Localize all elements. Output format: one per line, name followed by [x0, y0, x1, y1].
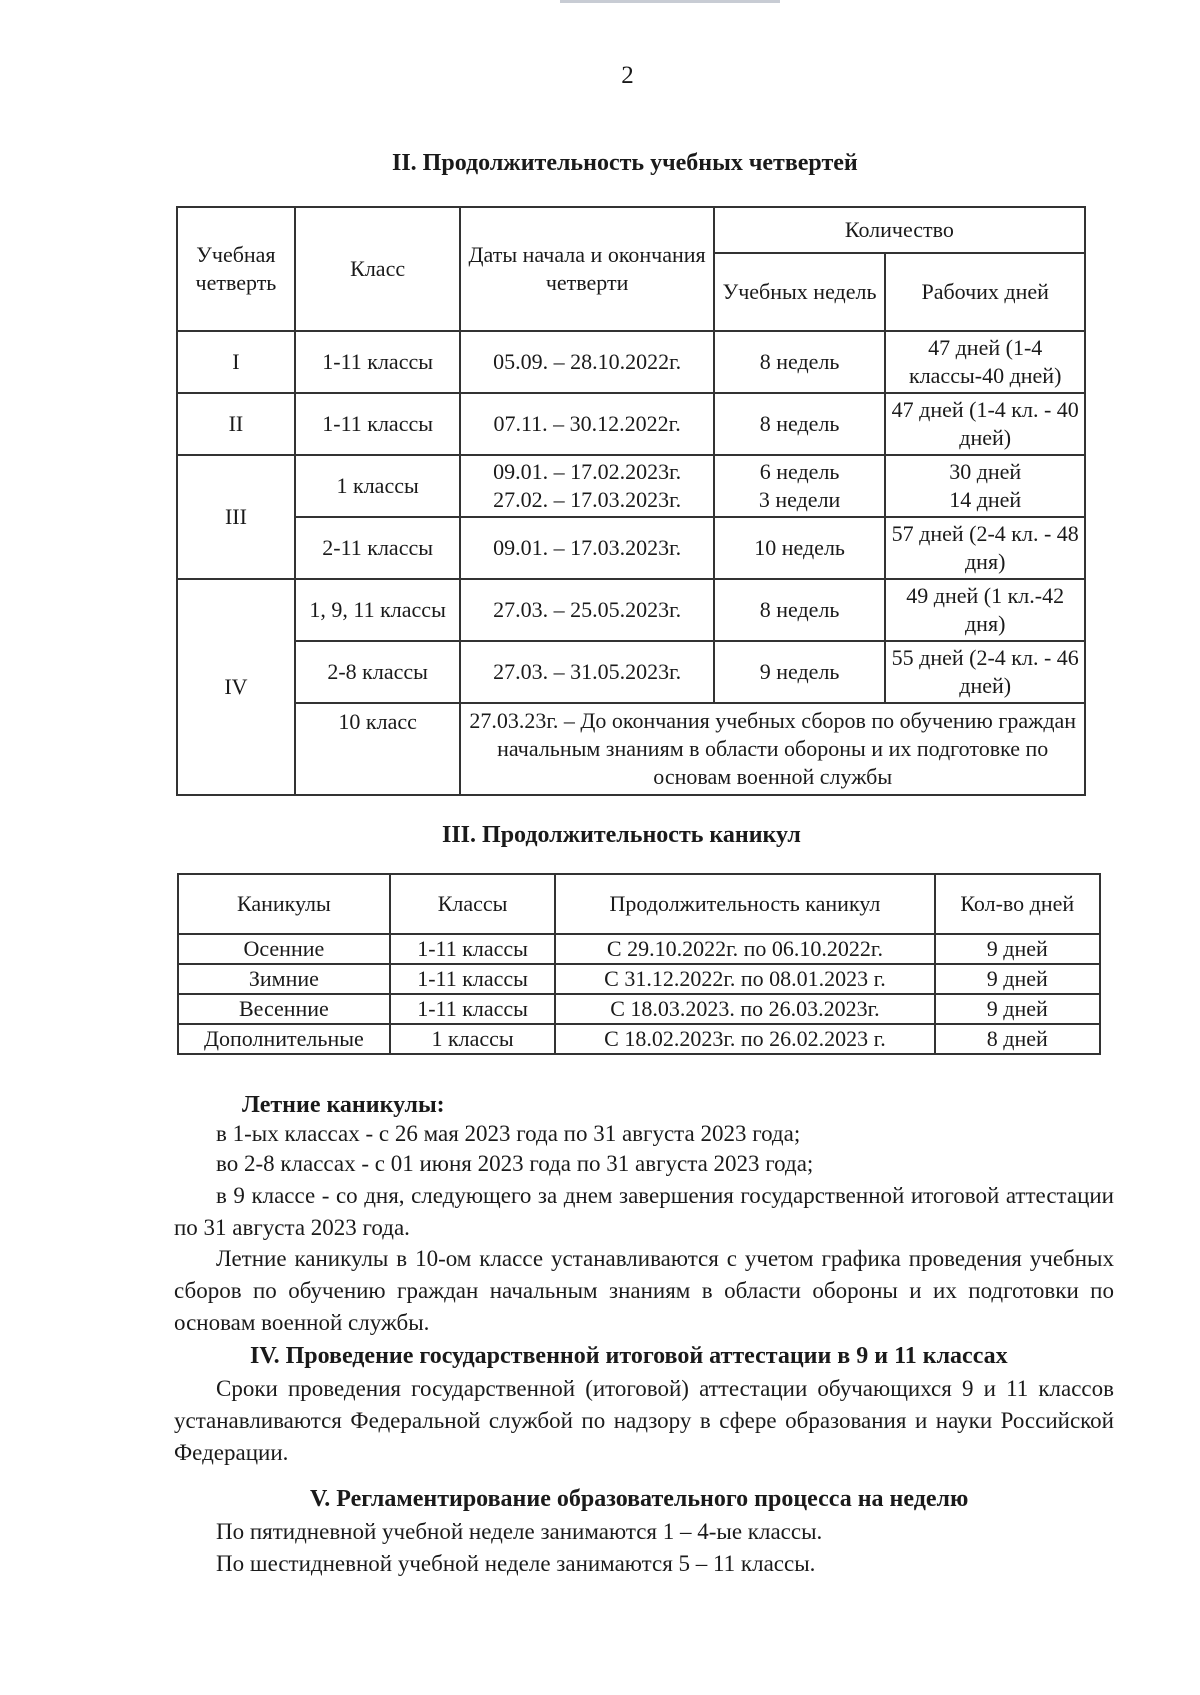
cell-quarter: IV — [177, 579, 295, 795]
cell-duration: С 31.12.2022г. по 08.01.2023 г. — [555, 964, 934, 994]
cell-days — [885, 455, 1085, 517]
section-2-title: II. Продолжительность учебных четвертей — [392, 150, 858, 176]
cell-quarter: II — [177, 393, 295, 455]
table-row — [177, 455, 1085, 517]
header-class: Класс — [295, 207, 461, 331]
days-line: 30 дней — [949, 459, 1022, 484]
table-row — [178, 934, 1100, 964]
cell-days: 49 дней (1 кл.-42 дня) — [885, 579, 1085, 641]
section-5-line-2: По шестидневной учебной неделе занимаются 5 – 11 классы. — [216, 1551, 816, 1576]
cell-days: 9 дней — [935, 994, 1100, 1024]
cell-quarter: III — [177, 455, 295, 579]
cell-holiday: Зимние — [178, 964, 390, 994]
cell-holiday: Весенние — [178, 994, 390, 1024]
cell-days: 9 дней — [935, 964, 1100, 994]
cell-days: 47 дней (1-4 кл. - 40 дней) — [885, 393, 1085, 455]
section-4-title: IV. Проведение государственной итоговой аттестации в 9 и 11 классах — [250, 1343, 1008, 1369]
cell-dates — [460, 455, 713, 517]
section-3-title: III. Продолжительность каникул — [442, 822, 801, 848]
holidays-table — [177, 873, 1101, 1055]
cell-class: 2-8 классы — [295, 641, 461, 703]
section-4-text: Сроки проведения государственной (итоговой) аттестации обучающихся 9 и 11 классов устанавливаются Федеральной службой по надзору в сфере образования и науки Российской Федерации. — [174, 1376, 1114, 1465]
section-5-title: V. Регламентирование образовательного процесса на неделю — [310, 1486, 969, 1512]
table-row — [177, 579, 1085, 641]
cell-weeks: 8 недель — [714, 579, 886, 641]
cell-classes: 1 классы — [390, 1024, 556, 1054]
header-classes: Классы — [390, 874, 556, 934]
cell-dates: 09.01. – 17.03.2023г. — [460, 517, 713, 579]
header-duration: Продолжительность каникул — [555, 874, 934, 934]
summer-line-1: в 1-ых классах - с 26 мая 2023 года по 31 августа 2023 года; — [216, 1121, 801, 1146]
cell-days: 55 дней (2-4 кл. - 46 дней) — [885, 641, 1085, 703]
page-number: 2 — [621, 62, 634, 89]
summer-paragraph: Летние каникулы в 10-ом классе устанавливаются с учетом графика проведения учебных сборов по обучению граждан начальным знаниям в области обороны и их подготовки по основам военной службы. — [174, 1246, 1114, 1335]
cell-class: 10 класс — [295, 703, 461, 795]
cell-weeks: 9 недель — [714, 641, 886, 703]
cell-days: 9 дней — [935, 934, 1100, 964]
cell-days: 47 дней (1-4 классы-40 дней) — [885, 331, 1085, 393]
header-holidays: Каникулы — [178, 874, 390, 934]
weeks-line: 3 недели — [758, 487, 841, 512]
header-count: Количество — [714, 207, 1085, 253]
dates-line: 27.02. – 17.03.2023г. — [493, 487, 682, 512]
cell-dates: 27.03. – 25.05.2023г. — [460, 579, 713, 641]
cell-class: 1, 9, 11 классы — [295, 579, 461, 641]
cell-duration: С 18.03.2023. по 26.03.2023г. — [555, 994, 934, 1024]
cell-classes: 1-11 классы — [390, 964, 556, 994]
cell-quarter: I — [177, 331, 295, 393]
cell-weeks: 8 недель — [714, 393, 886, 455]
cell-classes: 1-11 классы — [390, 934, 556, 964]
summer-title: Летние каникулы: — [242, 1092, 445, 1118]
table-row — [177, 331, 1085, 393]
table-row — [177, 517, 1085, 579]
cell-dates: 27.03. – 31.05.2023г. — [460, 641, 713, 703]
header-days-count: Кол-во дней — [935, 874, 1100, 934]
table-row — [177, 641, 1085, 703]
scan-edge-line — [560, 0, 780, 3]
cell-classes: 1-11 классы — [390, 994, 556, 1024]
cell-dates: 07.11. – 30.12.2022г. — [460, 393, 713, 455]
cell-duration: С 18.02.2023г. по 26.02.2023 г. — [555, 1024, 934, 1054]
table-header-row — [178, 874, 1100, 934]
section-5-line-1: По пятидневной учебной неделе занимаются 1 – 4-ые классы. — [216, 1519, 823, 1544]
cell-weeks — [714, 455, 886, 517]
cell-holiday: Дополнительные — [178, 1024, 390, 1054]
cell-class: 2-11 классы — [295, 517, 461, 579]
summer-line-3: в 9 классе - со дня, следующего за днем завершения государственной итоговой аттестации по 31 августа 2023 года. — [174, 1183, 1114, 1240]
cell-duration: С 29.10.2022г. по 06.10.2022г. — [555, 934, 934, 964]
cell-note: 27.03.23г. – До окончания учебных сборов по обучению граждан начальным знаниям в области обороны и их подготовке по основам военной службы — [460, 703, 1085, 795]
header-quarter: Учебная четверть — [177, 207, 295, 331]
table-row — [177, 393, 1085, 455]
table-row — [178, 1024, 1100, 1054]
weeks-line: 6 недель — [759, 459, 840, 484]
cell-holiday: Осенние — [178, 934, 390, 964]
table-row — [178, 994, 1100, 1024]
cell-weeks: 8 недель — [714, 331, 886, 393]
cell-class: 1 классы — [295, 455, 461, 517]
days-line: 14 дней — [949, 487, 1022, 512]
cell-weeks: 10 недель — [714, 517, 886, 579]
header-days: Рабочих дней — [885, 253, 1085, 331]
table-row — [178, 964, 1100, 994]
cell-dates: 05.09. – 28.10.2022г. — [460, 331, 713, 393]
dates-line: 09.01. – 17.02.2023г. — [493, 459, 682, 484]
cell-days: 57 дней (2-4 кл. - 48 дня) — [885, 517, 1085, 579]
summer-line-2: во 2-8 классах - с 01 июня 2023 года по 31 августа 2023 года; — [216, 1151, 814, 1176]
cell-days: 8 дней — [935, 1024, 1100, 1054]
cell-class: 1-11 классы — [295, 331, 461, 393]
table-row — [177, 703, 1085, 795]
cell-class: 1-11 классы — [295, 393, 461, 455]
quarters-table — [176, 206, 1086, 796]
header-dates: Даты начала и окончания четверти — [460, 207, 713, 331]
header-weeks: Учебных недель — [714, 253, 886, 331]
table-header-row — [177, 207, 1085, 253]
